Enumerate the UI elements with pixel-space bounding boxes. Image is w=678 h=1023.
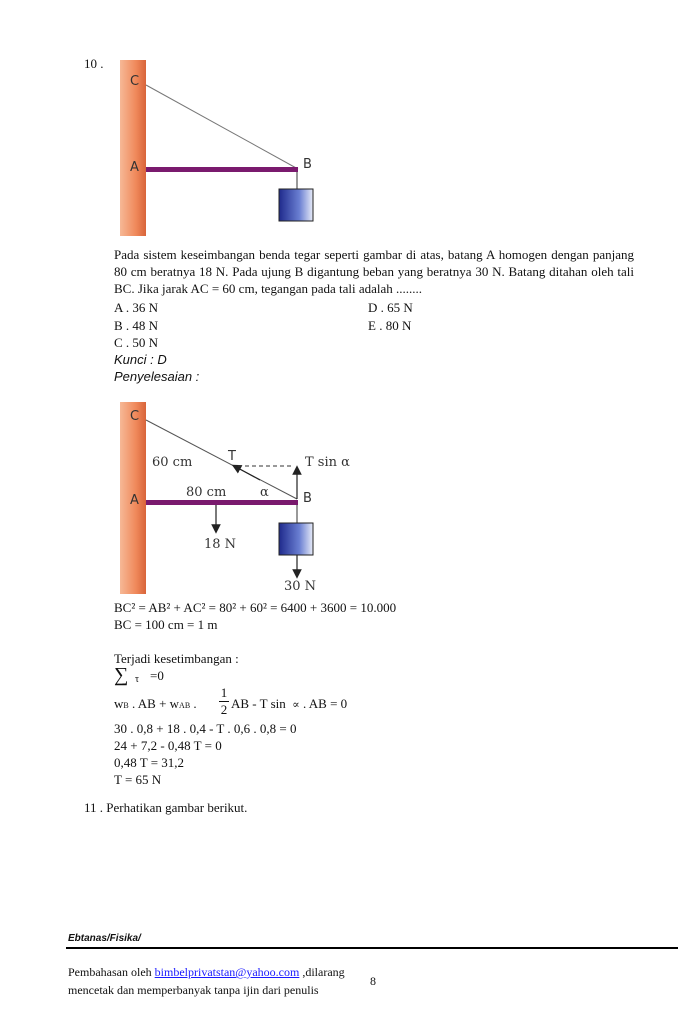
solution-line-3: Terjadi kesetimbangan : [114,651,239,666]
option-a: A . 36 N [114,300,159,315]
label-80cm: 80 cm [186,485,227,500]
label-b: B [303,157,312,172]
label-c: C [130,74,140,89]
solution-line-6: 0,48 T = 31,2 [114,755,185,770]
footer-tag: Ebtanas/Fisika/ [68,933,141,944]
load-box [279,189,313,221]
footer-notice: ,dilarang [302,965,345,979]
figure-2-diagram [110,398,360,596]
moment-equation [114,696,197,714]
eq-dot: . [193,696,197,711]
footer-credit: Pembahasan oleh [68,965,152,979]
solution-line-4: 30 . 0,8 + 18 . 0,4 - T . 0,6 . 0,8 = 0 [114,721,297,736]
page-number: 8 [370,974,376,988]
answer-key: Kunci : D [114,352,167,367]
label-alpha: α [260,485,269,500]
tension-arrow [236,467,260,480]
sum-equals: =0 [150,668,164,683]
solution-line-7: T = 65 N [114,772,162,787]
label-30n: 30 N [284,579,317,594]
question-number: 10 . [84,56,104,71]
footer-email-link[interactable]: bimbelprivatstan@yahoo.com [154,965,300,979]
load-box [279,523,313,555]
fraction-numerator: 1 [220,685,228,700]
footer-line-1 [68,964,345,980]
fraction-denominator: 2 [220,702,228,717]
question-11: 11 . Perhatikan gambar berikut. [84,800,248,815]
moment-equation-rest [231,696,347,713]
eq-mid: . AB + w [131,696,180,711]
footer-divider [66,947,678,949]
eq-sub-b: B [123,701,129,710]
eq-rest: AB - T sin [231,696,286,711]
label-60cm: 60 cm [152,455,193,470]
label-a: A [130,493,139,508]
label-t: T [228,449,236,464]
option-d: D . 65 N [368,300,413,315]
eq-alpha: ∝ [292,699,300,711]
rope-bc [146,85,298,169]
question-text: Pada sistem keseimbangan benda tegar seperti gambar di atas, batang A homogen dengan panjang 80 cm beratnya 18 N. Pada ujung B digantung beban yang beratnya 30 N. Batang ditahan oleh tali BC. Jika jarak AC = 60 cm, tegangan pada tali adalah ........ [114,247,634,296]
label-c: C [130,409,140,424]
figure-1-diagram [110,58,330,238]
solution-line-2: BC = 100 cm = 1 m [114,617,218,632]
solution-line-1: BC² = AB² + AC² = 80² + 60² = 6400 + 3600 = 10.000 [114,600,397,615]
option-e: E . 80 N [368,318,412,333]
option-b: B . 48 N [114,318,159,333]
label-b: B [303,491,312,506]
solution-label: Penyelesaian : [114,369,200,384]
option-c: C . 50 N [114,335,159,350]
label-tsin: T sin α [305,455,350,470]
label-18n: 18 N [204,537,237,552]
solution-line-5: 24 + 7,2 - 0,48 T = 0 [114,738,222,753]
tau-symbol: τ [135,674,140,685]
eq-w: w [114,696,124,711]
eq-sub-ab: AB [179,701,191,710]
footer-line-2: mencetak dan memperbanyak tanpa ijin dari penulis [68,983,319,997]
sum-symbol: ∑ [114,664,129,686]
beam-ab [146,167,298,172]
beam-ab [146,500,298,505]
eq-end: . AB = 0 [302,696,348,711]
label-a: A [130,160,139,175]
